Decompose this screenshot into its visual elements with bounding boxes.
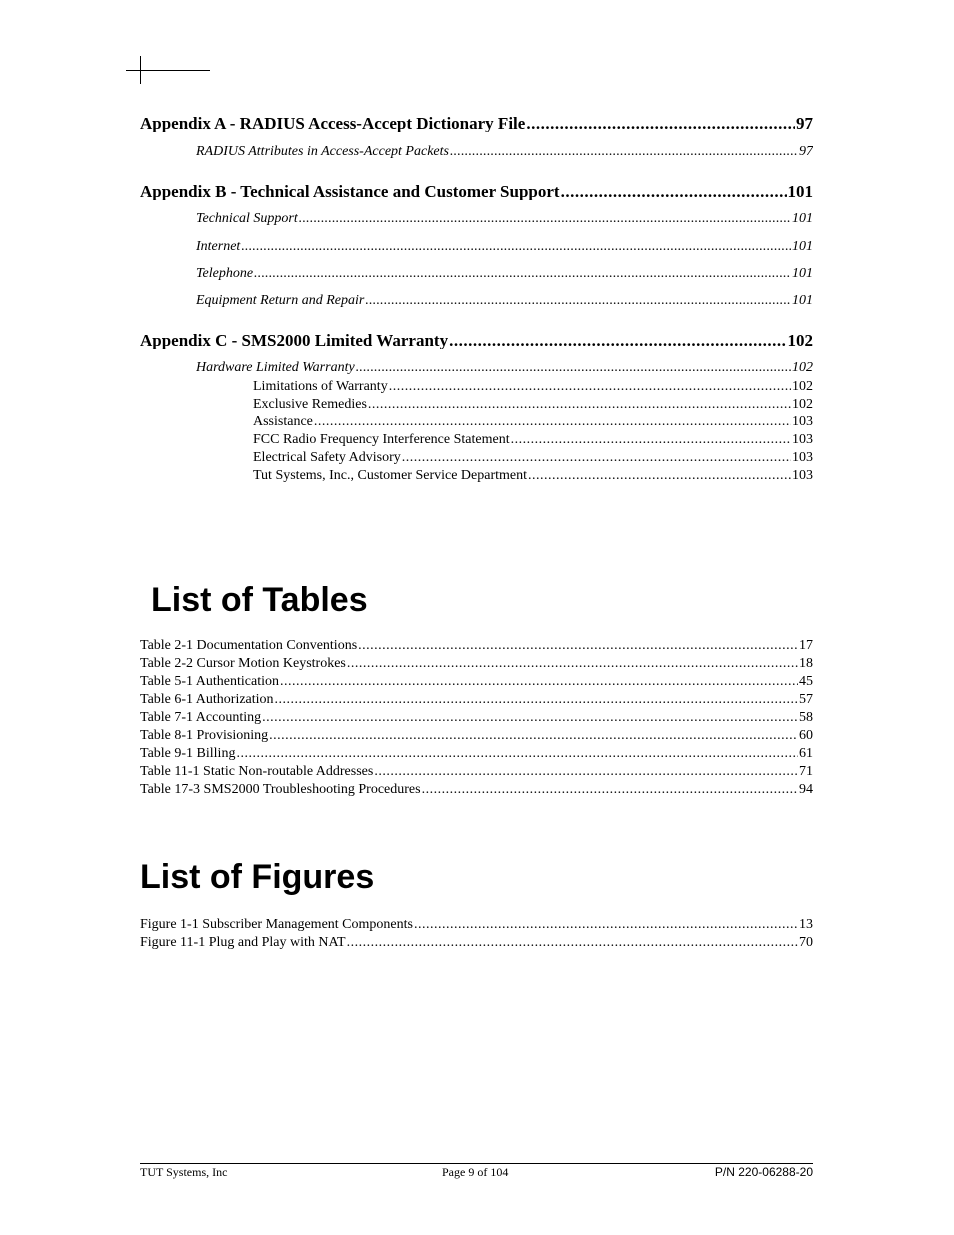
list-item-page: 13 — [799, 918, 813, 932]
toc-entry-page: 97 — [796, 115, 813, 132]
table-list-item[interactable] — [140, 765, 813, 779]
list-item-title: Table 6-1 Authorization — [140, 693, 274, 707]
list-item-page: 17 — [799, 639, 813, 653]
footer-company: TUT Systems, Inc — [140, 1165, 228, 1179]
toc-entry-title: FCC Radio Frequency Interference Statement — [253, 433, 510, 447]
toc-entry-page: 101 — [792, 240, 813, 254]
dot-leader — [254, 267, 791, 281]
toc-entry-appendix-b[interactable] — [140, 183, 813, 200]
toc-entry-limitations[interactable] — [253, 380, 813, 394]
toc-entry-title: Limitations of Warranty — [253, 380, 388, 394]
toc-entry-title: Internet — [196, 240, 241, 254]
toc-entry-page: 103 — [792, 469, 813, 483]
dot-leader — [314, 415, 791, 429]
list-item-title: Table 5-1 Authentication — [140, 675, 279, 689]
toc-entry-title: Assistance — [253, 415, 313, 429]
table-list-item[interactable] — [140, 711, 813, 725]
toc-entry-page: 103 — [792, 415, 813, 429]
dot-leader — [356, 361, 791, 375]
table-list-item[interactable] — [140, 675, 813, 689]
toc-entry-hardware-warranty[interactable] — [196, 361, 813, 375]
footer-page-number: Page 9 of 104 — [442, 1165, 509, 1179]
footer-rule — [140, 1163, 813, 1164]
table-list-item[interactable] — [140, 729, 813, 743]
list-item-title: Table 11-1 Static Non-routable Addresses — [140, 765, 374, 779]
table-list-item[interactable] — [140, 639, 813, 653]
list-item-page: 94 — [799, 783, 813, 797]
dot-leader — [511, 433, 791, 447]
dot-leader — [280, 675, 798, 689]
dot-leader — [358, 639, 798, 653]
toc-entry-page: 103 — [792, 433, 813, 447]
dot-leader — [269, 729, 798, 743]
footer-part-number: P/N 220-06288-20 — [714, 1165, 813, 1179]
list-item-title: Table 8-1 Provisioning — [140, 729, 269, 743]
toc-entry-internet[interactable] — [196, 240, 813, 254]
toc-entry-page: 101 — [787, 183, 813, 200]
toc-entry-page: 101 — [792, 212, 813, 226]
crop-mark-vertical — [140, 56, 141, 84]
list-item-title: Table 2-2 Cursor Motion Keystrokes — [140, 657, 346, 671]
dot-leader — [561, 183, 787, 200]
toc-entry-assistance[interactable] — [253, 415, 813, 429]
table-list-item[interactable] — [140, 693, 813, 707]
toc-entry-title: Equipment Return and Repair — [196, 294, 365, 308]
list-item-page: 18 — [799, 657, 813, 671]
list-item-title: Figure 1-1 Subscriber Management Components — [140, 918, 413, 932]
dot-leader — [236, 747, 798, 761]
toc-entry-title: Exclusive Remedies — [253, 398, 367, 412]
dot-leader — [526, 115, 795, 132]
dot-leader — [347, 657, 798, 671]
table-list-item[interactable] — [140, 783, 813, 797]
toc-entry-page: 102 — [792, 380, 813, 394]
dot-leader — [299, 212, 791, 226]
list-item-title: Table 7-1 Accounting — [140, 711, 262, 725]
toc-entry-appendix-a[interactable] — [140, 115, 813, 132]
figure-list-item[interactable] — [140, 936, 813, 950]
dot-leader — [414, 918, 798, 932]
table-list-item[interactable] — [140, 747, 813, 761]
dot-leader — [365, 294, 791, 308]
toc-entry-customer-service[interactable] — [253, 469, 813, 483]
toc-entry-title: Technical Support — [196, 212, 298, 226]
dot-leader — [374, 765, 798, 779]
toc-entry-title: Electrical Safety Advisory — [253, 451, 401, 465]
figure-list-item[interactable] — [140, 918, 813, 932]
toc-entry-radius-attributes[interactable] — [196, 145, 813, 159]
list-item-title: Figure 11-1 Plug and Play with NAT — [140, 936, 346, 950]
toc-entry-title: Tut Systems, Inc., Customer Service Department — [253, 469, 528, 483]
toc-entry-page: 102 — [792, 361, 813, 375]
list-item-title: Table 2-1 Documentation Conventions — [140, 639, 358, 653]
dot-leader — [449, 332, 786, 349]
toc-entry-title: Telephone — [196, 267, 254, 281]
dot-leader — [347, 936, 798, 950]
toc-entry-page: 101 — [792, 267, 813, 281]
dot-leader — [389, 380, 791, 394]
dot-leader — [528, 469, 791, 483]
toc-entry-electrical-safety[interactable] — [253, 451, 813, 465]
crop-mark-horizontal — [126, 70, 210, 71]
list-item-title: Table 9-1 Billing — [140, 747, 236, 761]
list-item-page: 60 — [799, 729, 813, 743]
toc-entry-telephone[interactable] — [196, 267, 813, 281]
toc-entry-technical-support[interactable] — [196, 212, 813, 226]
toc-entry-equipment-return[interactable] — [196, 294, 813, 308]
dot-leader — [450, 145, 798, 159]
toc-entry-title: Appendix A - RADIUS Access-Accept Dictionary File — [140, 115, 526, 132]
dot-leader — [241, 240, 791, 254]
toc-entry-title: RADIUS Attributes in Access-Accept Packets — [196, 145, 449, 159]
toc-entry-exclusive-remedies[interactable] — [253, 398, 813, 412]
list-item-page: 57 — [799, 693, 813, 707]
toc-entry-title: Appendix B - Technical Assistance and Customer Support — [140, 183, 560, 200]
list-item-page: 45 — [799, 675, 813, 689]
toc-entry-fcc-statement[interactable] — [253, 433, 813, 447]
toc-entry-page: 102 — [787, 332, 813, 349]
dot-leader — [275, 693, 798, 707]
dot-leader — [368, 398, 791, 412]
list-item-page: 61 — [799, 747, 813, 761]
toc-entry-appendix-c[interactable] — [140, 332, 813, 349]
list-item-title: Table 17-3 SMS2000 Troubleshooting Procedures — [140, 783, 421, 797]
toc-entry-page: 103 — [792, 451, 813, 465]
toc-entry-page: 101 — [792, 294, 813, 308]
dot-leader — [402, 451, 791, 465]
dot-leader — [422, 783, 798, 797]
list-of-tables-heading: List of Tables — [151, 581, 368, 619]
list-of-figures-heading: List of Figures — [140, 858, 375, 896]
list-item-page: 70 — [799, 936, 813, 950]
toc-entry-page: 102 — [792, 398, 813, 412]
list-item-page: 58 — [799, 711, 813, 725]
list-item-page: 71 — [799, 765, 813, 779]
toc-entry-title: Appendix C - SMS2000 Limited Warranty — [140, 332, 449, 349]
dot-leader — [262, 711, 798, 725]
toc-entry-page: 97 — [799, 145, 813, 159]
toc-entry-title: Hardware Limited Warranty — [196, 361, 355, 375]
table-list-item[interactable] — [140, 657, 813, 671]
